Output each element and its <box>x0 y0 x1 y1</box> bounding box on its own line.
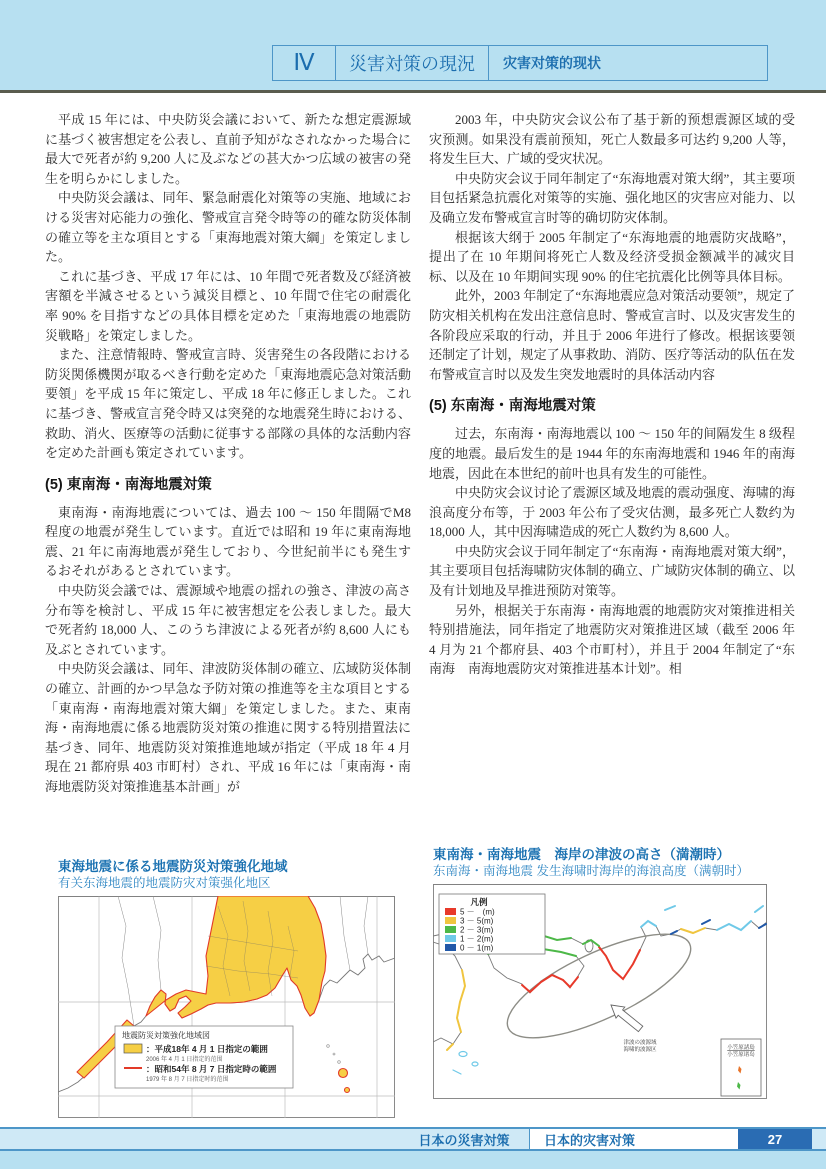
chapter-number: Ⅳ <box>273 46 336 80</box>
section-heading-ja: (5) 東南海・南海地震対策 <box>45 476 212 493</box>
legend-swatch <box>445 944 456 951</box>
figure-tsunami-height <box>433 846 769 1123</box>
figure-title-zh: 有关东海地震的地震防灾对策强化地区 <box>58 876 271 890</box>
legend-swatch <box>445 908 456 915</box>
paragraph: 平成 15 年には、中央防災会議において、新たな想定震源域に基づく被害想定を公表し、直前予知がなされなかった場合に最大で死者が約 9,200 人に及ぶなどの甚大かつ広域の被害の発生を明らかにしました。 <box>45 112 411 186</box>
paragraph: 中央防灾会议于同年制定了“东南海・南海地震对策大纲”，其主要项目包括海啸防灾体制的确立、广域防灾体制的确立、以及有计划地及早推进预防对策等。 <box>429 543 795 599</box>
page-content <box>0 93 826 1127</box>
legend-swatch <box>445 926 456 933</box>
paragraph: 2003 年，中央防灾会议公布了基于新的预想震源区域的受灾预测。如果没有震前预知，死亡人数最多可达约 9,200 人等，将发生巨大、广域的受灾状况。 <box>429 112 795 167</box>
source-annotation-ja: 津波の波源域 <box>623 1040 657 1046</box>
legend-label: 1 － 2(m) <box>460 934 494 944</box>
paragraph: 另外，根据关于东南海・南海地震的地震防灾对策推进相关特别措施法，同年指定了地震防灾对策推进区域（截至 2006 年 4 月为 21 个都府县、403 个市町村），并且于 2004 年制定了“东南海 南海地震防灾对策推进基本计划”。相 <box>429 602 795 677</box>
legend-label: 3 － 5(m) <box>460 916 494 926</box>
left-column-japanese <box>45 110 411 846</box>
footer-spacer <box>0 1129 399 1149</box>
legend-item2-ja: ：昭和54年 8 月 7 日指定時の範囲 <box>146 1064 277 1074</box>
chapter-title-ja: 災害対策の現況 <box>336 46 489 80</box>
section-heading-zh: (5) 东南海・南海地震对策 <box>429 398 596 415</box>
inset-label-ja: 小笠原諸島 <box>727 1045 755 1051</box>
legend-label: 5 － (m) <box>460 907 495 917</box>
paragraph: 过去，东南海・南海地震以 100 ～ 150 年的间隔发生 8 级程度的地震。最后发生的是 1944 年的东南海地震和 1946 年的南海地震，因此在本世纪的前叶也具有发生的可能性。 <box>429 426 795 481</box>
figure-title-zh: 东南海・南海地震 发生海啸时海岸的海浪高度（满朝时） <box>433 864 749 878</box>
paragraph: 中央防灾会议讨论了震源区域及地震的震动强度、海啸的海浪高度分布等，于 2003 年公布了受灾估测，最多死亡人数约为 18,000 人，其中因海啸造成的死亡人数约为 8,600 人。 <box>429 485 795 540</box>
paragraph: 此外，2003 年制定了“东海地震应急对策活动要领”，规定了防灾相关机构在发出注意信息时、警戒宣言时、以及灾害发生的各阶段应采取的行动，并且于 2006 年进行了修改。根据该要领还制定了计划，规定了从事救助、消防、医疗等活动的队伍在发布警戒宣言时以及发生突发地震时的具体活动内容 <box>429 288 795 382</box>
legend-item1-zh: 2006 年 4 月 1 日指定的范围 <box>146 1057 223 1063</box>
footer-tail <box>812 1129 826 1149</box>
legend-item2-zh: 1979 年 8 月 7 日指定时的范围 <box>146 1077 229 1083</box>
tsunami-map <box>433 884 767 1099</box>
tokai-map <box>58 896 395 1118</box>
footer-title-zh: 日本的灾害对策 <box>530 1129 738 1149</box>
paragraph: 中央防災会議では、震源域や地震の揺れの強さ、津波の高さ分布等を検討し、平成 15 年に被害想定を公表しました。最大で死者約 18,000 人、このうち津波による死者が約 8,600 人にも及ぶとされています。 <box>45 583 411 657</box>
paragraph: 中央防災会議は、同年、緊急耐震化対策等の実施、地域における災害対応能力の強化、警戒宣言発令時等の的確な防災体制の確立等を主な項目とする「東海地震対策大綱」を策定しました。 <box>45 190 411 265</box>
inset-label-zh: 小笠原诸岛 <box>727 1052 755 1058</box>
legend-label: 2 － 3(m) <box>460 925 494 935</box>
ogasawara-inset <box>721 1039 761 1096</box>
header-band <box>0 0 826 90</box>
paragraph: 中央防災会議は、同年、津波防災体制の確立、広域防災体制の確立、計画的かつ早急な予防対策の推進等を主な項目とする「東南海・南海地震対策大綱」を策定しました。また、東南海・南海地震に係る地震防災対策の推進に関する特別措置法に基づき、同年、地震防災対策推進地域が指定（平成 18 年 4 月現在 21 都府県 403 市町村）され、平成 16 年には「東南海・南海地震防災対策推進基本計画」が <box>45 661 411 794</box>
chapter-header <box>272 45 768 81</box>
legend-swatch <box>445 935 456 942</box>
paragraph: また、注意情報時、警戒宣言時、災害発生の各段階における防災関係機関が取るべき行動を定めた「東海地震応急対策活動要領」を平成 15 年に策定し、平成 18 年に修正しました。これに基づき、警戒宣言発令時又は突発的な地震発生時における、救助、消火、医療等の活動に従事する部隊の具体的な活動内容を定めた計画も策定されています。 <box>45 347 411 461</box>
chapter-title-zh: 灾害对策的现状 <box>503 55 601 71</box>
figure-title-ja: 東南海・南海地震 海岸の津波の高さ（満潮時） <box>433 847 730 862</box>
map-legend <box>115 1026 293 1088</box>
page-number: 27 <box>738 1129 812 1149</box>
text-columns <box>0 93 826 846</box>
map-legend <box>439 894 545 954</box>
legend-title: 地震防災対策強化地域図 <box>122 1031 210 1040</box>
legend-title: 凡例 <box>470 897 488 907</box>
footer-title-ja: 日本の災害対策 <box>399 1129 530 1149</box>
paragraph: これに基づき、平成 17 年には、10 年間で死者数及び経済被害額を半減させるという減災目標と、10 年間で住宅の耐震化率 90% を目指すなどの具体目標を定めた「東海地震の地震防災戦略」を策定しました。 <box>45 268 411 343</box>
page-footer <box>0 1127 826 1151</box>
source-annotation-zh: 海啸的波源区 <box>623 1047 657 1053</box>
figure-title-ja: 東海地震に係る地震防災対策強化地域 <box>58 859 288 874</box>
legend-item1-ja: ：平成18年 4 月 1 日指定の範囲 <box>146 1044 268 1054</box>
paragraph: 中央防灾会议于同年制定了“东海地震对策大纲”，其主要项目包括紧急抗震化对策等的实施、强化地区的灾害应对能力、以及确立发布警戒宣言时等的确切防灾体制。 <box>429 170 795 225</box>
area-swatch <box>124 1044 142 1053</box>
legend-label: 0 － 1(m) <box>460 943 494 953</box>
paragraph: 東南海・南海地震については、過去 100 ～ 150 年間隔でM8 程度の地震が発生しています。直近では昭和 19 年に東南海地震、21 年に南海地震が発生しており、今世紀前半にも発生するおそれがあるとされています。 <box>45 504 411 579</box>
right-column-chinese <box>429 110 795 846</box>
legend-swatch <box>445 917 456 924</box>
figures-row <box>0 846 826 1123</box>
figure-tokai-area <box>58 858 397 1123</box>
paragraph: 根据该大纲于 2005 年制定了“东海地震的地震防灾战略”，提出了在 10 年期间将死亡人数及经济受损金额减半的减灾目标、以及在 10 年期间实现 90% 的住宅抗震化比例等具体目标。 <box>429 229 795 284</box>
